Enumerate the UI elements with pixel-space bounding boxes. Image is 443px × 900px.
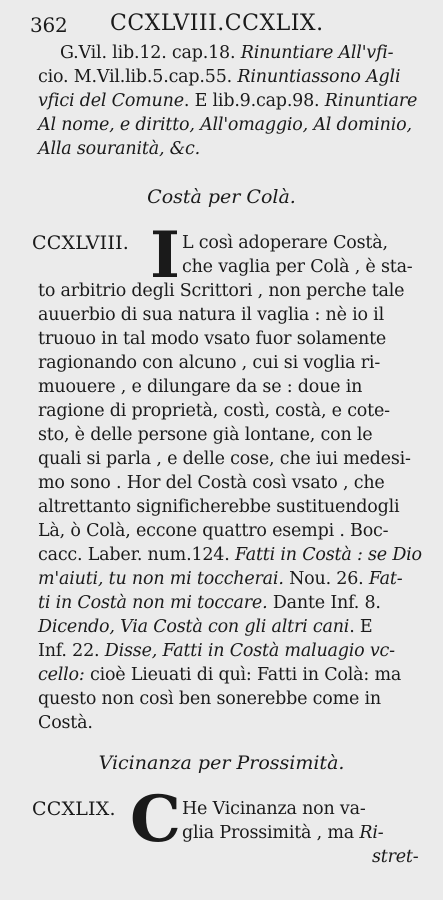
text-line	[38, 66, 400, 88]
quotation: Ri-	[359, 823, 384, 843]
citation: Inf. 22.	[38, 641, 100, 661]
citation: . E lib.9.cap.98.	[183, 91, 320, 111]
text-line	[38, 664, 401, 686]
quotation: cello:	[38, 665, 85, 685]
text-line	[38, 568, 402, 590]
text-line	[182, 822, 383, 844]
text-line	[38, 616, 373, 638]
drop-cap: I	[150, 218, 180, 293]
text-line: questo non così ben sonerebbe come in	[38, 689, 381, 709]
section-heading: Costà per Colà.	[147, 186, 296, 208]
page-number: 362	[30, 13, 68, 37]
quotation: Dicendo, Via Costà con gli altri cani	[38, 617, 350, 637]
text-line	[38, 592, 381, 614]
quotation: Rinuntiare	[324, 91, 418, 111]
text: glia Prossimità , ma	[182, 823, 354, 843]
quotation: vfici del Comune	[38, 91, 184, 111]
text-line: sto, è delle persone già lontane, con le	[38, 425, 373, 445]
text-line: quali si parla , e delle cose, che iui medesi-	[38, 449, 411, 469]
running-head: CCXLVIII.CCXLIX.	[110, 11, 324, 36]
text-line	[60, 42, 393, 64]
text-line: mo sono . Hor del Costà così vsato , che	[38, 473, 385, 493]
text-line: Al nome, e diritto, All'omaggio, Al dominio,	[38, 115, 412, 135]
text-line: muouere , e dilungare da se : doue in	[38, 377, 363, 397]
text-line: che vaglia per Colà , è sta-	[182, 257, 413, 277]
text-line: Costà.	[38, 713, 93, 733]
text-line	[38, 640, 395, 662]
citation: cacc. Laber. num.124.	[38, 545, 230, 565]
drop-cap: C	[130, 782, 181, 857]
quotation: Fat-	[368, 569, 403, 589]
citation: Dante Inf. 8.	[272, 593, 381, 613]
catchword: stret-	[372, 847, 419, 867]
text-line: Là, ò Colà, eccone quattro esempi . Boc-	[38, 521, 389, 541]
quotation: Disse, Fatti in Costà maluagio vc-	[104, 641, 395, 661]
section-number: CCXLIX.	[32, 798, 116, 820]
quotation: ti in Costà non mi toccare.	[38, 593, 268, 613]
text-line: ragionando con alcuno , cui si voglia ri-	[38, 353, 381, 373]
section-heading: Vicinanza per Prossimità.	[98, 752, 345, 774]
quotation: Fatti in Costà : se Dio	[234, 545, 422, 565]
text-line: Alla souranità, &c.	[38, 139, 201, 159]
quotation: m'aiuti, tu non mi toccherai.	[38, 569, 284, 589]
citation: G.Vil. lib.12. cap.18.	[60, 43, 236, 63]
text-line: auuerbio di sua natura il vaglia : nè io il	[38, 305, 384, 325]
citation: Nou. 26.	[289, 569, 364, 589]
text-line: L così adoperare Costà,	[182, 233, 388, 253]
citation: . E	[349, 617, 373, 637]
text-line	[38, 544, 422, 566]
text-line: He Vicinanza non va-	[182, 799, 366, 819]
text-line	[38, 90, 417, 112]
quotation: Rinuntiare All'vfi-	[240, 43, 394, 63]
section-number: CCXLVIII.	[32, 232, 130, 254]
text: cioè Lieuati di quì: Fatti in Colà: ma	[89, 665, 402, 685]
text-line: altrettanto significherebbe sustituendogli	[38, 497, 400, 517]
citation: cio. M.Vil.lib.5.cap.55.	[38, 67, 233, 87]
quotation: Rinuntiassono Agli	[237, 67, 401, 87]
text-line: ragione di proprietà, costì, costà, e cote-	[38, 401, 390, 421]
text-line: truouo in tal modo vsato fuor solamente	[38, 329, 387, 349]
text-line: to arbitrio degli Scrittori , non perche tale	[38, 281, 405, 301]
